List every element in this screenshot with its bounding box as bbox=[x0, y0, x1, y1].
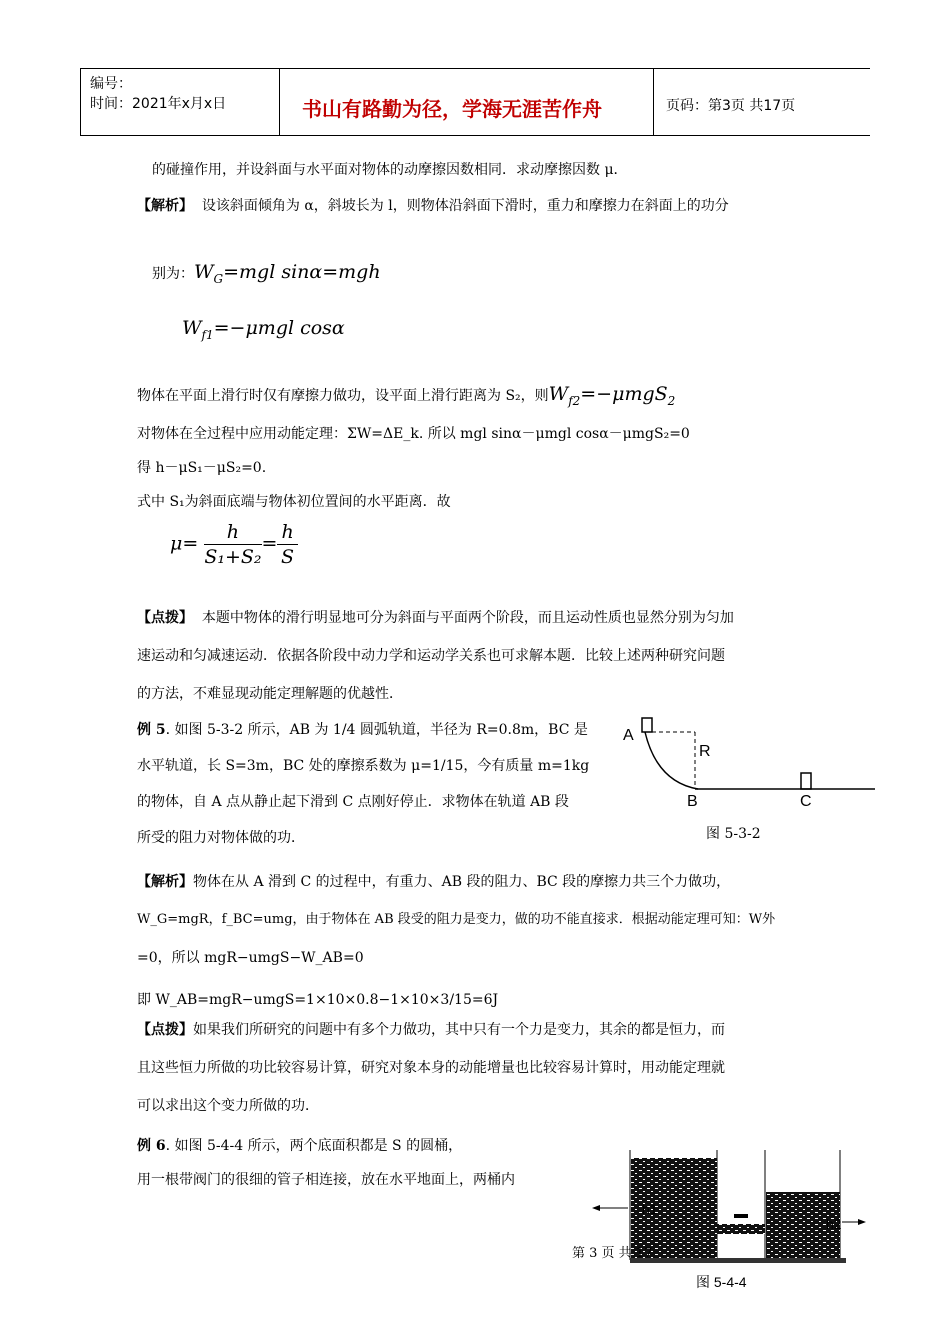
text-line: . 如图 5-4-4 所示，两个底面积都是 S 的圆桶， bbox=[165, 1138, 463, 1154]
label-h2: h2 bbox=[826, 1216, 842, 1232]
tip-tag: 【点拨】 bbox=[137, 1022, 193, 1038]
text-line: 所受的阻力对物体做的功． bbox=[137, 830, 305, 846]
ground bbox=[630, 1258, 846, 1263]
text-label: 别为： bbox=[152, 266, 194, 282]
arrow-right-icon bbox=[858, 1219, 866, 1225]
analysis-paragraph-2 bbox=[137, 872, 730, 892]
block-a bbox=[642, 718, 652, 732]
text-line: 物体在从 A 滑到 C 的过程中，有重力、AB 段的阻力、BC 段的摩擦力共三个力做功， bbox=[193, 874, 731, 890]
example-tag: 例 5 bbox=[137, 722, 166, 738]
text-line: 物体在平面上滑行时仅有摩擦力做功，设平面上滑行距离为 S₂，则 bbox=[137, 388, 549, 404]
tip-paragraph bbox=[137, 608, 734, 628]
eq-symbol: W bbox=[194, 261, 214, 283]
eq-subscript: f1 bbox=[201, 328, 214, 342]
text-line: 用一根带阀门的很细的管子相连接，放在水平地面上，两桶内 bbox=[137, 1172, 515, 1188]
text-line: 的物体，自 A 点从静止起下滑到 C 点刚好停止．求物体在轨道 AB 段 bbox=[137, 794, 569, 810]
eq-symbol: W bbox=[182, 317, 202, 339]
eq-subscript: G bbox=[213, 272, 224, 286]
eq-body: =−μmgS bbox=[580, 383, 668, 405]
eq-body: =−μmgl cosα bbox=[213, 317, 345, 339]
arc-track bbox=[645, 732, 698, 789]
connecting-pipe bbox=[717, 1224, 765, 1234]
label-a: A bbox=[623, 727, 634, 744]
text-line: 式中 S₁为斜面底端与物体初位置间的水平距离．故 bbox=[137, 494, 451, 510]
header-motto: 书山有路勤为径，学海无涯苦作舟 bbox=[302, 97, 602, 121]
equation-mu: μ= $\frac{h}{\text{S₁+S₂}}$ = $\frac{h}{S}$ bbox=[170, 520, 298, 569]
analysis-paragraph bbox=[137, 196, 729, 216]
text-line: 得 h－μS₁－μS₂=0. bbox=[137, 460, 267, 476]
fraction-denominator: S bbox=[281, 546, 295, 568]
eq-body: =mgl sinα=mgh bbox=[223, 261, 381, 283]
label-b: B bbox=[687, 793, 698, 810]
tip-paragraph-2 bbox=[137, 1020, 725, 1040]
text-line: 的方法，不难显现动能定理解题的优越性． bbox=[137, 686, 403, 702]
block-c bbox=[801, 773, 811, 789]
text-line: W_G=mgR，f_BC=umg，由于物体在 AB 段受的阻力是变力，做的功不能直接求．根据动能定理可知：W外 bbox=[137, 912, 776, 927]
text-line: 即 W_AB=mgR−umgS=1×10×0.8−1×10×3/15=6J bbox=[137, 992, 499, 1008]
figure-caption: 图 5-4-4 bbox=[696, 1274, 747, 1290]
label-r: R bbox=[699, 743, 711, 760]
text-line: 速运动和匀减速运动．依据各阶段中动力学和运动学关系也可求解本题．比较上述两种研究问题 bbox=[137, 648, 725, 664]
text-line: 可以求出这个变力所做的功． bbox=[137, 1098, 319, 1114]
text-line: 水平轨道，长 S=3m，BC 处的摩擦系数为 μ=1/15，今有质量 m=1kg bbox=[137, 758, 590, 774]
equation-1 bbox=[152, 258, 381, 293]
text-line: 如果我们所研究的问题中有多个力做功，其中只有一个力是变力，其余的都是恒力，而 bbox=[193, 1022, 725, 1038]
equation-2 bbox=[182, 314, 345, 349]
header-border-left bbox=[80, 69, 81, 135]
valve-icon bbox=[734, 1214, 748, 1218]
page-header bbox=[80, 68, 870, 136]
example-tag: 例 6 bbox=[137, 1138, 166, 1154]
header-date: 时间：2021年x月x日 bbox=[90, 96, 227, 112]
fraction bbox=[204, 520, 261, 569]
example-5-line bbox=[137, 720, 588, 740]
text-line: 对物体在全过程中应用动能定理：ΣW=ΔE_k. 所以 mgl sinα－μmgl cosα－μmgS₂=0 bbox=[137, 426, 690, 442]
fraction-denominator: S₁+S₂ bbox=[204, 546, 262, 568]
text-line: 本题中物体的滑行明显地可分为斜面与平面两个阶段，而且运动性质也显然分别为匀加 bbox=[201, 610, 734, 626]
eq-lhs: μ= bbox=[170, 532, 199, 555]
fraction bbox=[277, 520, 297, 569]
tip-tag: 【点拨】 bbox=[137, 610, 193, 626]
eq-subscript: 2 bbox=[667, 394, 676, 408]
text-line: =0，所以 mgR−umgS−W_AB=0 bbox=[137, 950, 364, 966]
label-h1: h1 bbox=[642, 1201, 658, 1217]
text-line: . 如图 5-3-2 所示，AB 为 1/4 圆弧轨道，半径为 R=0.8m，BC 是 bbox=[165, 722, 588, 738]
arrow-left-icon bbox=[592, 1205, 600, 1211]
header-divider-2 bbox=[653, 69, 654, 135]
label-c: C bbox=[800, 793, 812, 810]
fraction-numerator: h bbox=[204, 520, 261, 545]
header-number: 编号： bbox=[90, 76, 132, 92]
example-6-line bbox=[137, 1136, 462, 1156]
text-line: 的碰撞作用，并设斜面与水平面对物体的动摩擦因数相同．求动摩擦因数 μ． bbox=[152, 162, 628, 178]
eq-symbol: W bbox=[548, 383, 569, 405]
eq-subscript: f2 bbox=[568, 394, 581, 408]
header-page-info: 页码：第3页 共17页 bbox=[666, 98, 796, 114]
text-line: 且这些恒力所做的功比较容易计算，研究对象本身的动能增量也比较容易计算时，用动能定理就 bbox=[137, 1060, 725, 1076]
header-divider-1 bbox=[279, 69, 280, 135]
text-line: 设该斜面倾角为 α，斜坡长为 l，则物体沿斜面下滑时，重力和摩擦力在斜面上的功分 bbox=[201, 198, 729, 214]
text-line-with-equation bbox=[137, 380, 675, 415]
figure-caption: 图 5-3-2 bbox=[706, 826, 761, 842]
figure-5-3-2 bbox=[615, 712, 877, 812]
analysis-tag: 【解析】 bbox=[137, 198, 193, 214]
fraction-numerator: h bbox=[277, 520, 297, 545]
analysis-tag: 【解析】 bbox=[137, 874, 193, 890]
page-footer: 第 3 页 共 17 bbox=[572, 1246, 653, 1261]
